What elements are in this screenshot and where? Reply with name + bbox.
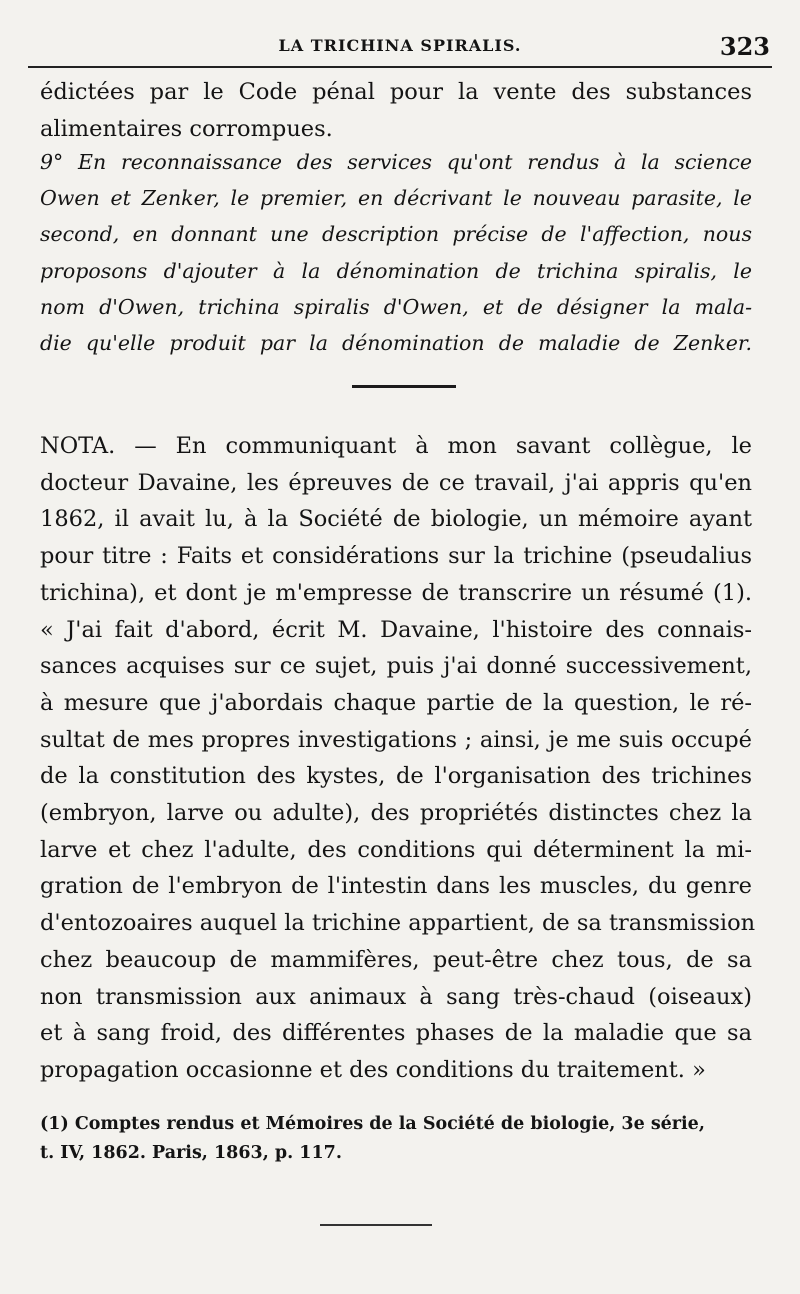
text-line: non transmission aux animaux à sang très-chaud (oiseaux) [40, 983, 752, 1010]
text-line: second, en donnant une description précise de l'affection, nous [40, 222, 752, 247]
text-line: propagation occasionne et des conditions du traitement. » [40, 1056, 706, 1083]
text-line: « J'ai fait d'abord, écrit M. Davaine, l'histoire des connais- [40, 616, 752, 643]
footnote-line: t. IV, 1862. Paris, 1863, p. 117. [40, 1143, 342, 1163]
text-line: chez beaucoup de mammifères, peut-être chez tous, de sa [40, 946, 752, 973]
text-line: docteur Davaine, les épreuves de ce travail, j'ai appris qu'en [40, 469, 752, 496]
footnote-rule [320, 1224, 432, 1226]
text-line: 1862, il avait lu, à la Société de biologie, un mémoire ayant [40, 506, 752, 533]
text-line: trichina), et dont je m'empresse de transcrire un résumé (1). [40, 579, 752, 606]
text-line: (embryon, larve ou adulte), des propriétés distinctes chez la [40, 800, 752, 827]
text-line: larve et chez l'adulte, des conditions qui déterminent la mi- [40, 836, 752, 863]
paragraph-proposal [40, 144, 752, 361]
footnote-line: (1) Comptes rendus et Mémoires de la Société de biologie, 3e série, [40, 1114, 705, 1134]
text-line: proposons d'ajouter à la dénomination de trichina spiralis, le [40, 258, 752, 283]
paragraph-nota [40, 428, 756, 1089]
text-line: alimentaires corrompues. [40, 115, 333, 142]
text-line: édictées par le Code pénal pour la vente des substances [40, 79, 752, 105]
running-title: LA TRICHINA SPIRALIS. [278, 36, 522, 55]
paragraph-continuation [40, 74, 752, 147]
text-line: de la constitution des kystes, de l'organisation des trichines [40, 763, 752, 790]
text-line: et à sang froid, des différentes phases de la maladie que sa [40, 1020, 752, 1047]
text-line: nom d'Owen, trichina spiralis d'Owen, et de désigner la mala- [40, 294, 752, 319]
text-line: 9° En reconnaissance des services qu'ont rendus à la science [40, 150, 752, 174]
text-line: sances acquises sur ce sujet, puis j'ai donné successivement, [40, 653, 752, 680]
page-number: 323 [719, 32, 770, 61]
text-line: Owen et Zenker, le premier, en décrivant le nouveau parasite, le [40, 186, 752, 211]
text-line: gration de l'embryon de l'intestin dans les muscles, du genre [40, 873, 752, 900]
footnote [40, 1110, 752, 1168]
text-line: die qu'elle produit par la dénomination de maladie de Zenker. [40, 331, 752, 356]
running-header [28, 30, 772, 68]
text-line: NOTA. — En communiquant à mon savant collègue, le [40, 433, 752, 459]
text-line: sultat de mes propres investigations ; ainsi, je me suis occupé [40, 726, 752, 753]
text-line: pour titre : Faits et considérations sur la trichine (pseudalius [40, 543, 752, 570]
text-line: d'entozoaires auquel la trichine appartient, de sa transmission [40, 910, 756, 937]
text-line: à mesure que j'abordais chaque partie de la question, le ré- [40, 689, 752, 716]
section-divider [352, 385, 456, 388]
